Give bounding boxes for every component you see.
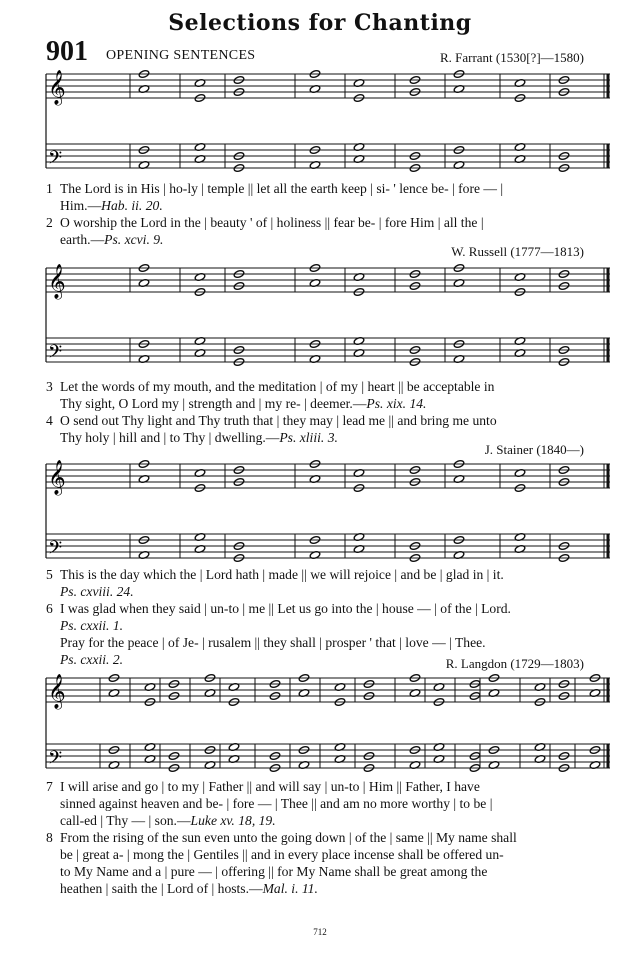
music-staff: [0, 260, 640, 376]
bass-clef-icon: 𝄢: [48, 342, 63, 367]
verse-block: [46, 778, 612, 897]
treble-clef-icon: 𝄞: [48, 460, 66, 495]
bass-clef-icon: 𝄢: [48, 748, 63, 773]
scripture-citation: Ps. xcvi. 9.: [104, 232, 164, 247]
scripture-citation: Ps. xliii. 3.: [279, 430, 338, 445]
verse-line: 2 O worship the Lord in the | beauty ' of | holiness || fear be- | fore Him | all the |: [46, 215, 484, 230]
page-title: Selections for Chanting: [168, 10, 472, 36]
verse-line: to My Name and a | pure — | offering || for My Name shall be great among the: [60, 864, 488, 879]
scripture-citation: Luke xv. 18, 19.: [190, 813, 276, 828]
music-staff: [0, 670, 640, 782]
hymn-number: 901: [46, 36, 88, 67]
verse-line: 3 Let the words of my mouth, and the meditation | of my | heart || be acceptable in: [46, 379, 495, 394]
verse-line: Thy sight, O Lord my | strength and | my re- | deemer.—Ps. xix. 14.: [60, 396, 427, 411]
verse-line: Pray for the peace | of Je- | rusalem || they shall | prosper ' that | love — | Thee.: [60, 635, 486, 650]
treble-clef-icon: 𝄞: [48, 70, 66, 105]
verse-line: 7 I will arise and go | to my | Father || and will say | un-to | Him || Father, I have: [46, 779, 480, 794]
verse-line: heathen | saith the | Lord of | hosts.—Mal. i. 11.: [60, 881, 318, 896]
treble-clef-icon: 𝄞: [48, 674, 66, 709]
scripture-citation: Ps. xix. 14.: [366, 396, 427, 411]
verse-line: earth.—Ps. xcvi. 9.: [60, 232, 164, 247]
music-staff: [0, 456, 640, 572]
composer-credit: J. Stainer (1840—): [484, 442, 584, 457]
scripture-citation: Ps. cxxii. 1.: [60, 618, 124, 633]
verse-block: [46, 378, 612, 446]
composer-credit: R. Langdon (1729—1803): [445, 656, 584, 671]
verse-line: 8 From the rising of the sun even unto the going down | of the | same || My name shall: [46, 830, 517, 845]
bass-clef-icon: 𝄢: [48, 538, 63, 563]
verse-line: 5 This is the day which the | Lord hath | made || we will rejoice | and be | glad in | it.: [46, 567, 504, 582]
scripture-citation: Hab. ii. 20.: [101, 198, 163, 213]
verse-line: 6 I was glad when they said | un-to | me || Let us go into the | house — | of the | Lord.: [46, 601, 511, 616]
page-number: 712: [313, 927, 327, 937]
verse-block: [46, 180, 612, 248]
verse-line: call-ed | Thy — | son.—Luke xv. 18, 19.: [60, 813, 276, 828]
composer-credit: W. Russell (1777—1813): [451, 244, 584, 259]
verse-line: 4 O send out Thy light and Thy truth that | they may | lead me || and bring me unto: [46, 413, 497, 428]
composer-credit: R. Farrant (1530[?]—1580): [439, 50, 584, 65]
verse-block: [46, 566, 612, 668]
section-heading: OPENING SENTENCES: [106, 48, 256, 63]
bass-clef-icon: 𝄢: [48, 148, 63, 173]
scripture-citation: Ps. cxviii. 24.: [60, 584, 134, 599]
music-staff: [0, 66, 640, 182]
verse-line: Him.—Hab. ii. 20.: [60, 198, 163, 213]
verse-line: be | great a- | mong the | Gentiles || and in every place incense shall be offered un-: [60, 847, 504, 862]
scripture-citation: Mal. i. 11.: [262, 881, 318, 896]
treble-clef-icon: 𝄞: [48, 264, 66, 299]
verse-line: 1 The Lord is in His | ho-ly | temple || let all the earth keep | si- ' lence be- | fore — |: [46, 181, 504, 196]
scripture-citation: Ps. cxxii. 2.: [60, 652, 124, 667]
verse-line: Thy holy | hill and | to Thy | dwelling.—Ps. xliii. 3.: [60, 430, 338, 445]
verse-line: sinned against heaven and be- | fore — | Thee || and am no more worthy | to be |: [60, 796, 493, 811]
